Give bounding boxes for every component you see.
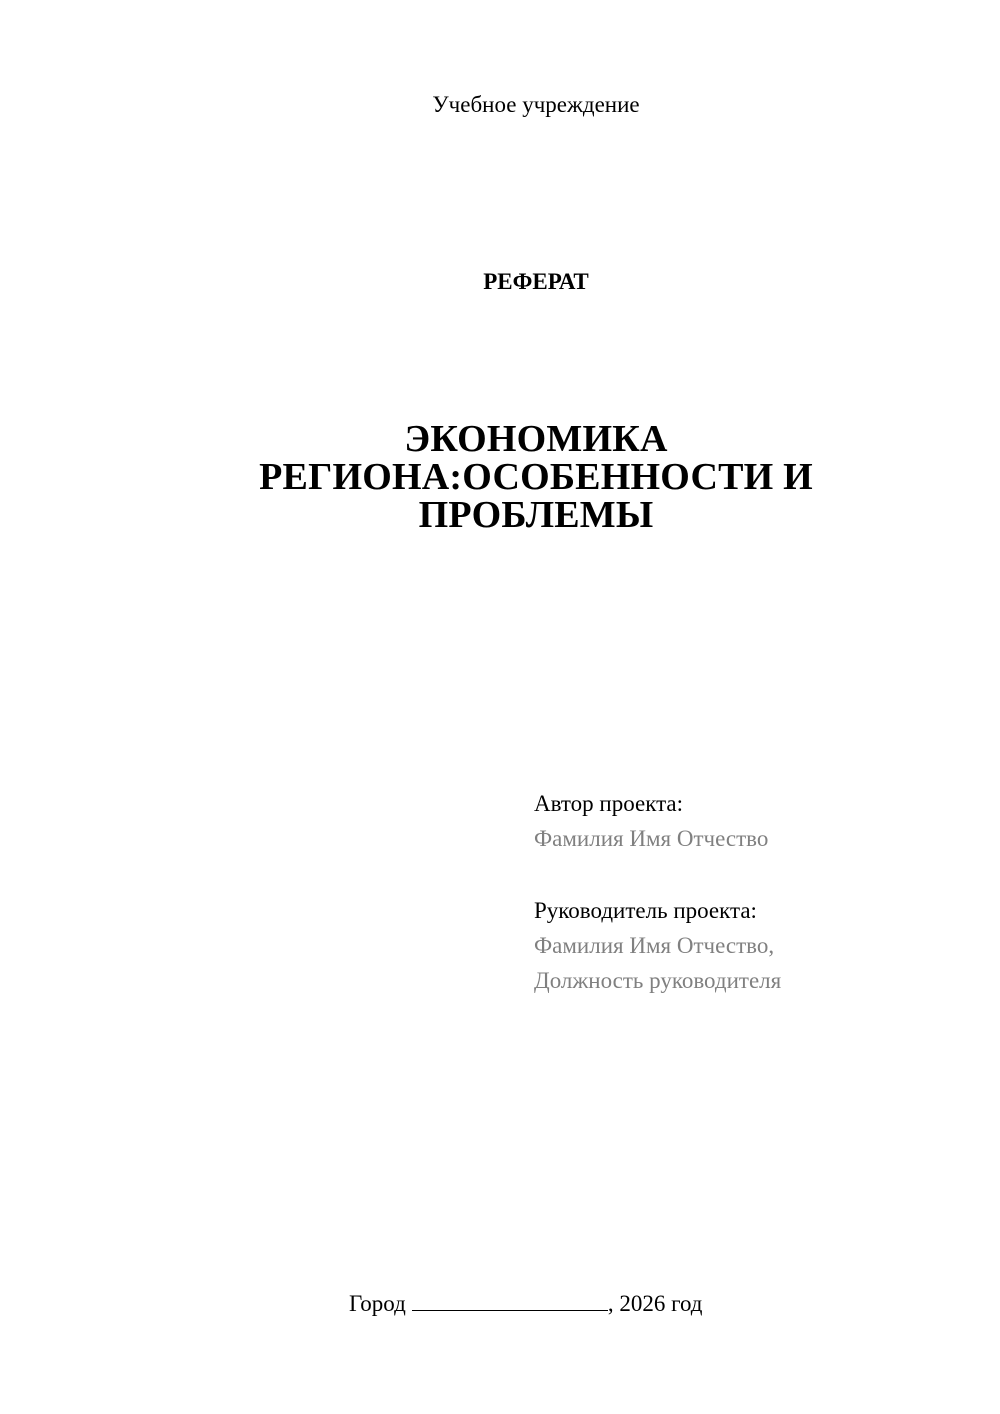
document-title: [200, 420, 872, 534]
supervisor-block: [534, 893, 974, 998]
author-block: [534, 786, 974, 856]
title-line-1: ЭКОНОМИКА: [404, 418, 668, 460]
year-text: , 2026 год: [607, 1291, 703, 1316]
city-year-line: [349, 1288, 702, 1320]
institution-name: Учебное учреждение: [432, 92, 640, 117]
city-label: Город: [349, 1291, 406, 1316]
document-type: РЕФЕРАТ: [483, 269, 589, 294]
supervisor-label: Руководитель проекта:: [534, 898, 757, 923]
supervisor-position: Должность руководителя: [534, 968, 782, 993]
city-blank-line: [412, 1288, 608, 1311]
title-line-3: ПРОБЛЕМЫ: [418, 494, 654, 536]
author-name: Фамилия Имя Отчество: [534, 826, 769, 851]
title-line-2: РЕГИОНА:ОСОБЕННОСТИ И: [259, 456, 813, 498]
author-label: Автор проекта:: [534, 791, 683, 816]
supervisor-name: Фамилия Имя Отчество,: [534, 933, 775, 958]
